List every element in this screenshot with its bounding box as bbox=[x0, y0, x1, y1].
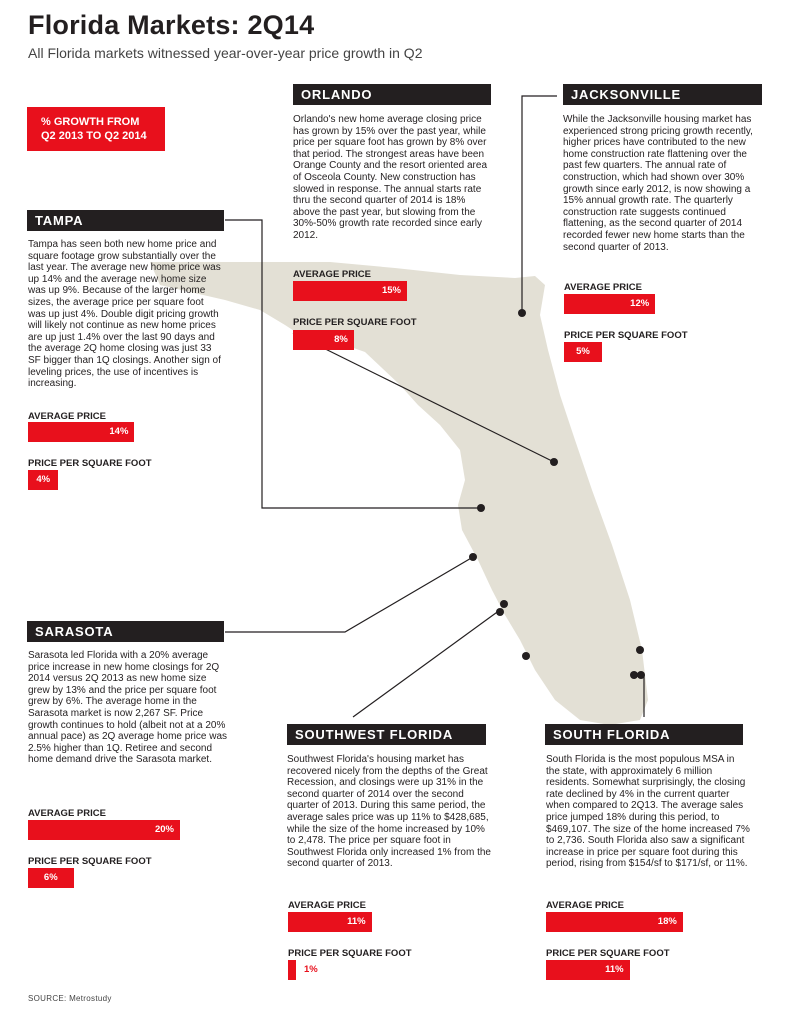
tampa-psf-value: 4% bbox=[36, 474, 51, 485]
jacksonville-psf-bar bbox=[564, 342, 602, 362]
sarasota-avg-label: AVERAGE PRICE bbox=[28, 808, 106, 819]
southwest-avg-label: AVERAGE PRICE bbox=[288, 900, 366, 911]
southwest-header: SOUTHWEST FLORIDA bbox=[287, 724, 486, 745]
orlando-psf-value: 8% bbox=[334, 334, 348, 345]
southwest-avg-bar bbox=[288, 912, 372, 932]
tampa-avg-value: 14% bbox=[109, 426, 129, 437]
south-header: SOUTH FLORIDA bbox=[545, 724, 743, 745]
jacksonville-avg-label: AVERAGE PRICE bbox=[564, 282, 642, 293]
orlando-avg-value: 15% bbox=[381, 285, 401, 296]
jacksonville-avg-value: 12% bbox=[630, 298, 650, 309]
sarasota-psf-label: PRICE PER SQUARE FOOT bbox=[28, 856, 152, 867]
southwest-psf-label: PRICE PER SQUARE FOOT bbox=[288, 948, 412, 959]
page-subtitle: All Florida markets witnessed year-over-year price growth in Q2 bbox=[28, 45, 423, 61]
south-avg-bar bbox=[546, 912, 683, 932]
tampa-psf-label: PRICE PER SQUARE FOOT bbox=[28, 458, 152, 469]
orlando-psf-bar bbox=[293, 330, 354, 350]
sarasota-dot bbox=[469, 553, 477, 561]
jacksonville-text: While the Jacksonville housing market has experienced strong pricing growth recently, higher prices have contributed to the new home construction rate flattening over the past few quarters. The annual rate of construction, which had shown over 30% growth since early 2012, is now showing a 15% annual growth rate. The quarterly construction rate suggests continued flattening, as the second quarter of 2014 recorded fewer new home starts than the second quarter of 2013. bbox=[563, 114, 753, 253]
orlando-dot bbox=[550, 458, 558, 466]
sarasota-avg-value: 20% bbox=[154, 824, 174, 835]
orlando-avg-bar bbox=[293, 281, 407, 301]
jacksonville-header: JACKSONVILLE bbox=[563, 84, 762, 105]
south-dot-3 bbox=[637, 671, 645, 679]
orlando-psf-label: PRICE PER SQUARE FOOT bbox=[293, 317, 417, 328]
tampa-psf-bar bbox=[28, 470, 58, 490]
jacksonville-psf-value: 5% bbox=[576, 346, 590, 357]
jacksonville-psf-label: PRICE PER SQUARE FOOT bbox=[564, 330, 688, 341]
tampa-header: TAMPA bbox=[27, 210, 224, 231]
southwest-dot-2 bbox=[496, 608, 504, 616]
sarasota-psf-value: 6% bbox=[43, 872, 58, 883]
sarasota-header: SARASOTA bbox=[27, 621, 224, 642]
south-avg-label: AVERAGE PRICE bbox=[546, 900, 624, 911]
south-psf-bar bbox=[546, 960, 630, 980]
legend-line-1: % GROWTH FROM bbox=[41, 116, 140, 128]
southwest-connector bbox=[353, 610, 500, 717]
jacksonville-dot bbox=[518, 309, 526, 317]
orlando-text: Orlando's new home average closing price has grown by 15% over the past year, while price per square foot has grown by 8% over that period. The strongest areas have been Orange County and the resort oriented area of Osceola County. New construction has slowed in response. The annual starts rate thru the second quarter of 2014 is 18% above the past year, but slowing from the 30%-50% growth rate recorded since early 2012. bbox=[293, 114, 488, 241]
south-text: South Florida is the most populous MSA in the state, with approximately 6 million residents. Somewhat surprisingly, the closing rate declined by 4% in the current quarter when compared to 2Q13. The average sales price jumped 18% during this period, to $469,107. The size of the home increased 7% to 2,736. South Florida also saw a significant increase in price per square foot during this period, rising from $154/sf to $171/sf, or 11%. bbox=[546, 754, 750, 870]
south-psf-value: 11% bbox=[605, 964, 624, 975]
jacksonville-avg-bar bbox=[564, 294, 655, 314]
tampa-dot bbox=[477, 504, 485, 512]
tampa-avg-bar bbox=[28, 422, 134, 442]
southwest-dot-1 bbox=[500, 600, 508, 608]
south-dot-1 bbox=[636, 646, 644, 654]
southwest-psf-value: 1% bbox=[304, 964, 318, 975]
sarasota-text: Sarasota led Florida with a 20% average price increase in new home closings for 2Q 2014 versus 2Q 2013 as new home size grew by 13% and the price per square foot grew by 6%. The average home in the Sarasota market is now 2,267 SF. Price growth continues to hold (albeit not at a 20% annual pace) as 2Q average home price was 2.5% higher than 1Q. Retiree and second home demand drive the Sarasota market. bbox=[28, 650, 228, 766]
tampa-avg-label: AVERAGE PRICE bbox=[28, 411, 106, 422]
southwest-dot-3 bbox=[522, 652, 530, 660]
south-dot-2 bbox=[630, 671, 638, 679]
legend-box bbox=[27, 107, 165, 151]
source-note: SOURCE: Metrostudy bbox=[28, 994, 112, 1003]
sarasota-avg-bar bbox=[28, 820, 180, 840]
southwest-avg-value: 11% bbox=[347, 916, 366, 927]
page-title: Florida Markets: 2Q14 bbox=[28, 10, 315, 40]
southwest-psf-bar bbox=[288, 960, 328, 980]
legend-line-2: Q2 2013 TO Q2 2014 bbox=[41, 130, 147, 142]
sarasota-connector bbox=[225, 557, 473, 632]
tampa-text: Tampa has seen both new home price and square footage grow substantially over the last year. The average new home price was up 14% and the average new home size was up 9%. Because of the larger home sizes, the average price per square foot was up just 4%. Double digit pricing growth will likely not continue as new home prices are up just 1.4% over the last 90 days and the average 2Q home closing was just 33 SF bigger than 1Q closings. Another sign of leveling prices, the use of incentives is increasing. bbox=[28, 239, 221, 390]
orlando-avg-label: AVERAGE PRICE bbox=[293, 269, 371, 280]
south-avg-value: 18% bbox=[657, 916, 677, 927]
sarasota-psf-bar bbox=[28, 868, 74, 888]
south-psf-label: PRICE PER SQUARE FOOT bbox=[546, 948, 670, 959]
southwest-text: Southwest Florida's housing market has recovered nicely from the depths of the Great Recession, and closings were up 31% in the second quarter of 2014 over the second quarter of 2013. During this same period, the average sales price was up 11% to $428,685, while the size of the home increased by 10% to 2,478. The price per square foot in Southwest Florida only increased 1% from the second quarter of 2013. bbox=[287, 754, 491, 870]
orlando-header: ORLANDO bbox=[293, 84, 491, 105]
bar-fill bbox=[288, 960, 296, 980]
